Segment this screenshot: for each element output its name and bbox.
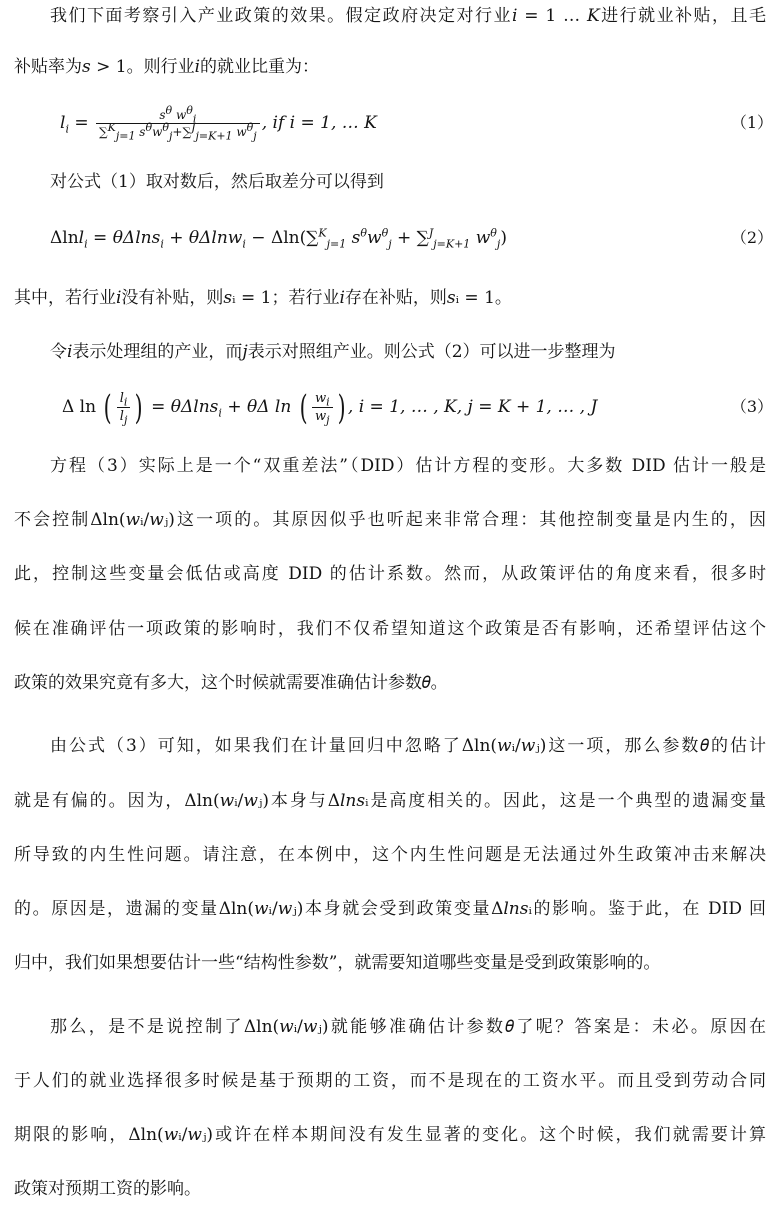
paragraph-7-line-2: 于人们的就业选择很多时候是基于预期的工资，而不是现在的工资水平。而且受到劳动合同	[14, 1071, 766, 1091]
eq1-num-w-sup: θ	[186, 104, 193, 117]
eq1-num-w-sub: i	[192, 112, 197, 126]
eq2-s: s	[346, 228, 361, 248]
eq1-den-sum1-sub: j=1	[115, 129, 136, 143]
eq1-den-sum2-sub: j=K+1	[195, 129, 233, 143]
eq2-sum2: + ∑	[391, 228, 429, 248]
eq1-num-w: w	[175, 108, 187, 122]
eq2-sum2-sub: j=K+1	[433, 237, 471, 251]
paragraph-5-line-5: 政策的效果究竟有多大，这个时候就需要准确估计参数𝜃。	[14, 673, 448, 693]
eq2-w2-sup: θ	[490, 226, 497, 240]
eq2-term-s-sub: i	[160, 237, 164, 251]
eq2-w1: w	[367, 228, 382, 248]
paragraph-7-line-1: 那么，是不是说控制了Δln(𝑤ᵢ/𝑤ⱼ)就能够准确估计参数𝜃了呢？答案是：未必。原因在	[50, 1017, 766, 1037]
equation-2-number: （2）	[730, 228, 773, 247]
eq3-f2-top	[312, 390, 333, 408]
eq1-condition: , if i = 1, … K	[261, 113, 377, 133]
eq1-num-s-sup: θ	[165, 104, 173, 117]
eq2-sum1-sub: j=1	[326, 237, 347, 251]
paragraph-1-line-1: 我们下面考察引入产业政策的效果。假定政府决定对行业𝑖 = 1 … 𝐾进行就业补贴，且毛	[50, 6, 766, 26]
eq2-term-w-sub: i	[242, 237, 246, 251]
eq1-lhs-sub: i	[65, 122, 69, 136]
eq2-w2-sub: j	[496, 237, 501, 251]
eq1-den-s-sup: θ	[145, 121, 153, 134]
equation-1	[0, 98, 779, 148]
eq1-den-sum1: ∑	[99, 125, 108, 139]
eq1-den-w2: w	[236, 125, 247, 139]
eq1-den-w1-sup: θ	[162, 121, 169, 134]
eq2-sum2-sup: J	[428, 226, 434, 240]
eq2-close-paren: )	[500, 228, 507, 248]
eq3-fraction-2	[312, 390, 333, 425]
eq1-den-sum1-sup: K	[107, 121, 116, 134]
paragraph-5-line-3: 此，控制这些变量会低估或高度 DID 的估计系数。然而，从政策评估的角度来看，很多时	[14, 564, 766, 584]
eq3-f2-top-sub: i	[326, 395, 330, 409]
equation-3-number: （3）	[730, 397, 773, 416]
eq3-f1-bot-l: l	[119, 409, 124, 424]
equation-3-formula	[62, 382, 597, 432]
eq3-delta-ln: Δ ln	[62, 397, 102, 417]
eq1-den-sum2-sup: J	[191, 121, 196, 134]
paragraph-5-line-1: 方程（3）实际上是一个“双重差法”（DID）估计方程的变形。大多数 DID 估计一般是	[50, 456, 766, 476]
eq1-fraction	[96, 104, 260, 143]
eq3-right-paren-2: )	[337, 387, 346, 428]
paragraph-6-line-5: 归中，我们如果想要估计一些“结构性参数”，就需要知道哪些变量是受到政策影响的。	[14, 953, 661, 973]
eq3-term-s: = θΔlns	[145, 397, 219, 417]
paragraph-5-line-2: 不会控制Δln(𝑤ᵢ/𝑤ⱼ)这一项的。其原因似乎也听起来非常合理：其他控制变量是内生的，因	[14, 510, 766, 530]
paragraph-7-line-4: 政策对预期工资的影响。	[14, 1179, 201, 1199]
eq1-den-w2-sub: j	[253, 129, 257, 143]
eq1-numerator	[96, 104, 260, 126]
equation-2-formula	[50, 213, 507, 263]
paragraph-6-line-3: 所导致的内生性问题。请注意，在本例中，这个内生性问题是无法通过外生政策冲击来解决	[14, 845, 766, 865]
eq2-sum1-sup: K	[318, 226, 327, 240]
paragraph-3-line-1: 其中，若行业𝑖没有补贴，则𝑠ᵢ = 1；若行业𝑖存在补贴，则𝑠ᵢ = 1。	[14, 288, 512, 308]
eq1-num-s: s	[159, 108, 166, 122]
paragraph-4-line-1: 令𝑖表示处理组的产业，而𝑗表示对照组产业。则公式（2）可以进一步整理为	[50, 342, 616, 362]
paragraph-1-line-2: 补贴率为𝑠 > 1。则行业𝑖的就业比重为：	[14, 57, 320, 77]
equation-1-formula	[60, 98, 377, 148]
eq3-fraction-1	[117, 390, 131, 425]
eq1-equals: =	[68, 113, 95, 133]
paragraph-6-line-2: 就是有偏的。因为，Δln(𝑤ᵢ/𝑤ⱼ)本身与Δ𝑙𝑛𝑠ᵢ是高度相关的。因此，这是一个典型的遗漏变量	[14, 791, 766, 811]
eq1-den-plus: +	[172, 125, 183, 139]
equation-2	[0, 213, 779, 263]
eq3-term-ln: + θΔ ln	[221, 397, 297, 417]
eq2-term-w: + θΔlnw	[163, 228, 243, 248]
eq2-w1-sup: θ	[381, 226, 389, 240]
eq1-den-w1-sub: j	[169, 129, 173, 143]
eq1-den-s: s	[139, 125, 146, 139]
eq1-den-sum2: ∑	[182, 125, 192, 139]
eq3-right-paren-1: )	[135, 387, 144, 428]
paragraph-6-line-4: 的。原因是，遗漏的变量Δln(𝑤ᵢ/𝑤ⱼ)本身就会受到政策变量Δ𝑙𝑛𝑠ᵢ的影响。鉴于此，在 DID 回	[14, 899, 766, 919]
paragraph-7-line-3: 期限的影响，Δln(𝑤ᵢ/𝑤ⱼ)或许在样本期间没有发生显著的变化。这个时候，我们就需要计算	[14, 1125, 766, 1145]
eq3-f2-bot-w: w	[315, 409, 327, 424]
eq3-f2-bot	[312, 408, 333, 425]
eq1-denominator	[96, 121, 260, 143]
eq3-condition: , i = 1, … , K, j = K + 1, … , J	[347, 397, 598, 417]
eq3-f2-top-w: w	[314, 391, 327, 406]
eq3-f2-bot-sub: j	[326, 413, 330, 427]
eq3-f1-top	[117, 390, 131, 408]
equation-3	[0, 382, 779, 432]
eq2-l: l	[78, 228, 85, 248]
eq3-left-paren-1: (	[104, 387, 113, 428]
eq3-f1-bot-sub: j	[123, 413, 128, 427]
eq3-term-s-sub: i	[218, 406, 222, 420]
equation-1-number: （1）	[730, 113, 773, 132]
eq2-w2: w	[470, 228, 491, 248]
paragraph-6-line-1: 由公式（3）可知，如果我们在计量回归中忽略了Δln(𝑤ᵢ/𝑤ⱼ)这一项，那么参数𝜃的估计	[50, 736, 766, 756]
eq2-w1-sub: j	[388, 237, 392, 251]
paragraph-2-line-1: 对公式（1）取对数后，然后取差分可以得到	[50, 172, 384, 192]
eq3-f1-top-sub: i	[123, 395, 128, 409]
eq1-lhs: l	[60, 113, 66, 133]
eq1-den-w1: w	[152, 125, 163, 139]
eq3-f1-top-l: l	[119, 391, 124, 406]
eq2-term-s: = θΔlns	[87, 228, 161, 248]
eq2-sum1: − Δln(∑	[245, 228, 319, 248]
eq3-f1-bot	[117, 408, 131, 425]
eq2-l-sub: i	[84, 237, 88, 251]
eq1-den-w2-sup: θ	[246, 121, 254, 134]
eq2-delta-ln: Δln	[50, 228, 79, 248]
eq2-s-sup: θ	[360, 226, 368, 240]
paragraph-5-line-4: 候在准确评估一项政策的影响时，我们不仅希望知道这个政策是否有影响，还希望评估这个	[14, 619, 766, 639]
eq3-left-paren-2: (	[299, 387, 308, 428]
